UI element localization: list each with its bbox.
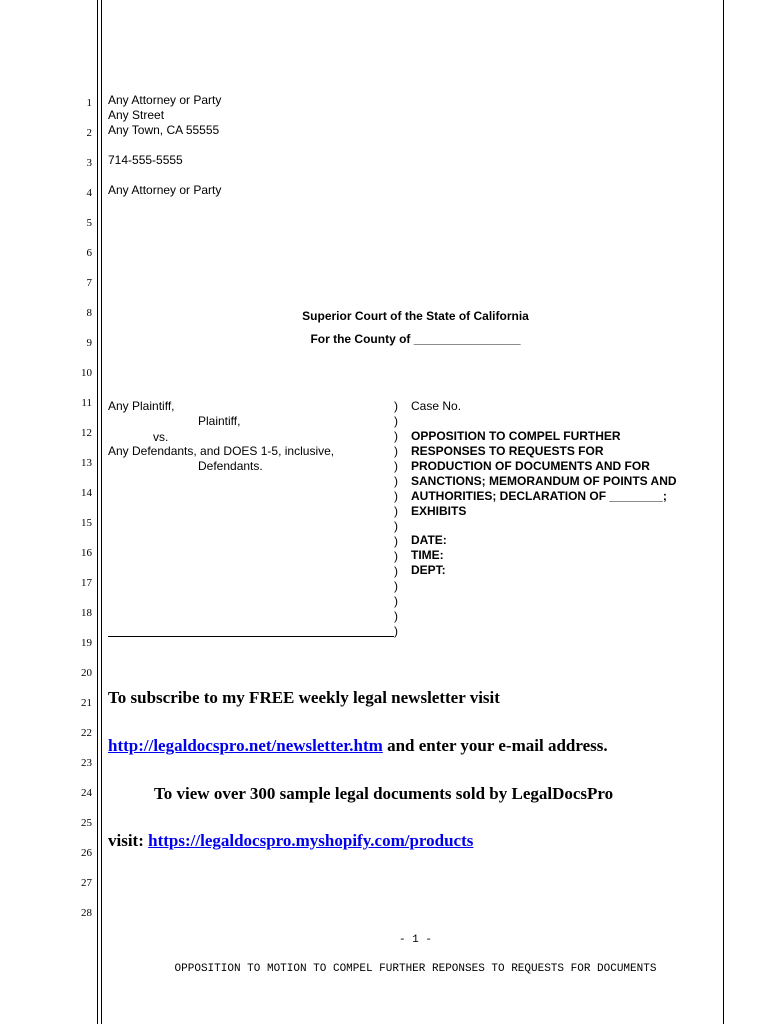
line-number: 3 — [86, 157, 92, 169]
hearing-dept-label: DEPT: — [411, 563, 446, 577]
line-number: 11 — [81, 397, 92, 409]
caption-paren: ) — [394, 549, 398, 563]
document-title-line: OPPOSITION TO COMPEL FURTHER — [411, 429, 621, 443]
versus-text: vs. — [153, 430, 169, 444]
attorney-for: Any Attorney or Party — [108, 183, 222, 197]
footer-document-title: OPPOSITION TO MOTION TO COMPEL FURTHER REPONSES TO REQUESTS FOR DOCUMENTS — [174, 963, 657, 975]
caption-paren: ) — [394, 504, 398, 518]
line-number: 1 — [86, 97, 92, 109]
hearing-time-label: TIME: — [411, 548, 444, 562]
line-number: 23 — [81, 757, 92, 769]
document-title-line: AUTHORITIES; DECLARATION OF ________; — [411, 489, 667, 503]
newsletter-line — [108, 736, 608, 756]
line-number: 16 — [81, 547, 92, 559]
visit-label: visit: — [108, 831, 149, 850]
line-number: 21 — [81, 697, 92, 709]
line-number: 17 — [81, 577, 92, 589]
court-county: For the County of ________________ — [310, 332, 521, 346]
attorney-street: Any Street — [108, 108, 165, 122]
caption-paren: ) — [394, 489, 398, 503]
caption-paren: ) — [394, 399, 398, 413]
line-number: 19 — [81, 637, 92, 649]
document-title-line: SANCTIONS; MEMORANDUM OF POINTS AND — [411, 474, 677, 488]
samples-text: To view over 300 sample legal documents sold by LegalDocsPro — [154, 784, 614, 803]
line-number: 7 — [86, 277, 92, 289]
caption-paren: ) — [394, 534, 398, 548]
court-name: Superior Court of the State of California — [302, 309, 529, 323]
caption-paren: ) — [394, 624, 398, 638]
line-number: 2 — [86, 127, 92, 139]
line-number: 20 — [81, 667, 92, 679]
right-margin-rule — [723, 0, 724, 1024]
caption-paren: ) — [394, 474, 398, 488]
line-number: 25 — [81, 817, 92, 829]
case-number-label: Case No. — [411, 399, 462, 413]
left-margin-rule-inner — [101, 0, 102, 1024]
shop-link[interactable]: https://legaldocspro.myshopify.com/products — [148, 831, 474, 850]
plaintiff-role: Plaintiff, — [198, 414, 241, 428]
caption-paren: ) — [394, 594, 398, 608]
caption-paren: ) — [394, 564, 398, 578]
line-number: 28 — [81, 907, 92, 919]
attorney-city: Any Town, CA 55555 — [108, 123, 220, 137]
caption-paren: ) — [394, 414, 398, 428]
document-title-line: RESPONSES TO REQUESTS FOR — [411, 444, 604, 458]
left-margin-rule-outer — [97, 0, 98, 1024]
attorney-phone: 714-555-5555 — [108, 153, 183, 167]
line-number: 6 — [86, 247, 92, 259]
line-number: 12 — [81, 427, 92, 439]
newsletter-link[interactable]: http://legaldocspro.net/newsletter.htm — [108, 736, 383, 755]
newsletter-instructions: and enter your e-mail address. — [382, 736, 608, 755]
caption-paren: ) — [394, 519, 398, 533]
line-number: 5 — [86, 217, 92, 229]
attorney-name: Any Attorney or Party — [108, 93, 222, 107]
line-number: 4 — [86, 187, 92, 199]
line-number: 24 — [81, 787, 92, 799]
line-number: 18 — [81, 607, 92, 619]
line-number: 26 — [81, 847, 92, 859]
line-number: 8 — [86, 307, 92, 319]
document-title-line: EXHIBITS — [411, 504, 467, 518]
line-number: 15 — [81, 517, 92, 529]
line-number: 27 — [81, 877, 92, 889]
caption-paren: ) — [394, 444, 398, 458]
caption-paren: ) — [394, 609, 398, 623]
defendant-role: Defendants. — [198, 459, 263, 473]
shop-line — [108, 831, 473, 851]
page-number: - 1 - — [398, 934, 432, 946]
line-number: 22 — [81, 727, 92, 739]
defendant-name: Any Defendants, and DOES 1-5, inclusive, — [108, 444, 335, 458]
caption-underline — [108, 636, 394, 637]
caption-paren: ) — [394, 459, 398, 473]
line-number: 10 — [81, 367, 92, 379]
line-number: 9 — [86, 337, 92, 349]
line-number: 14 — [81, 487, 92, 499]
caption-paren: ) — [394, 579, 398, 593]
document-title-line: PRODUCTION OF DOCUMENTS AND FOR — [411, 459, 650, 473]
plaintiff-name: Any Plaintiff, — [108, 399, 175, 413]
hearing-date-label: DATE: — [411, 533, 447, 547]
caption-paren: ) — [394, 429, 398, 443]
line-number: 13 — [81, 457, 92, 469]
newsletter-text: To subscribe to my FREE weekly legal newsletter visit — [108, 688, 500, 707]
